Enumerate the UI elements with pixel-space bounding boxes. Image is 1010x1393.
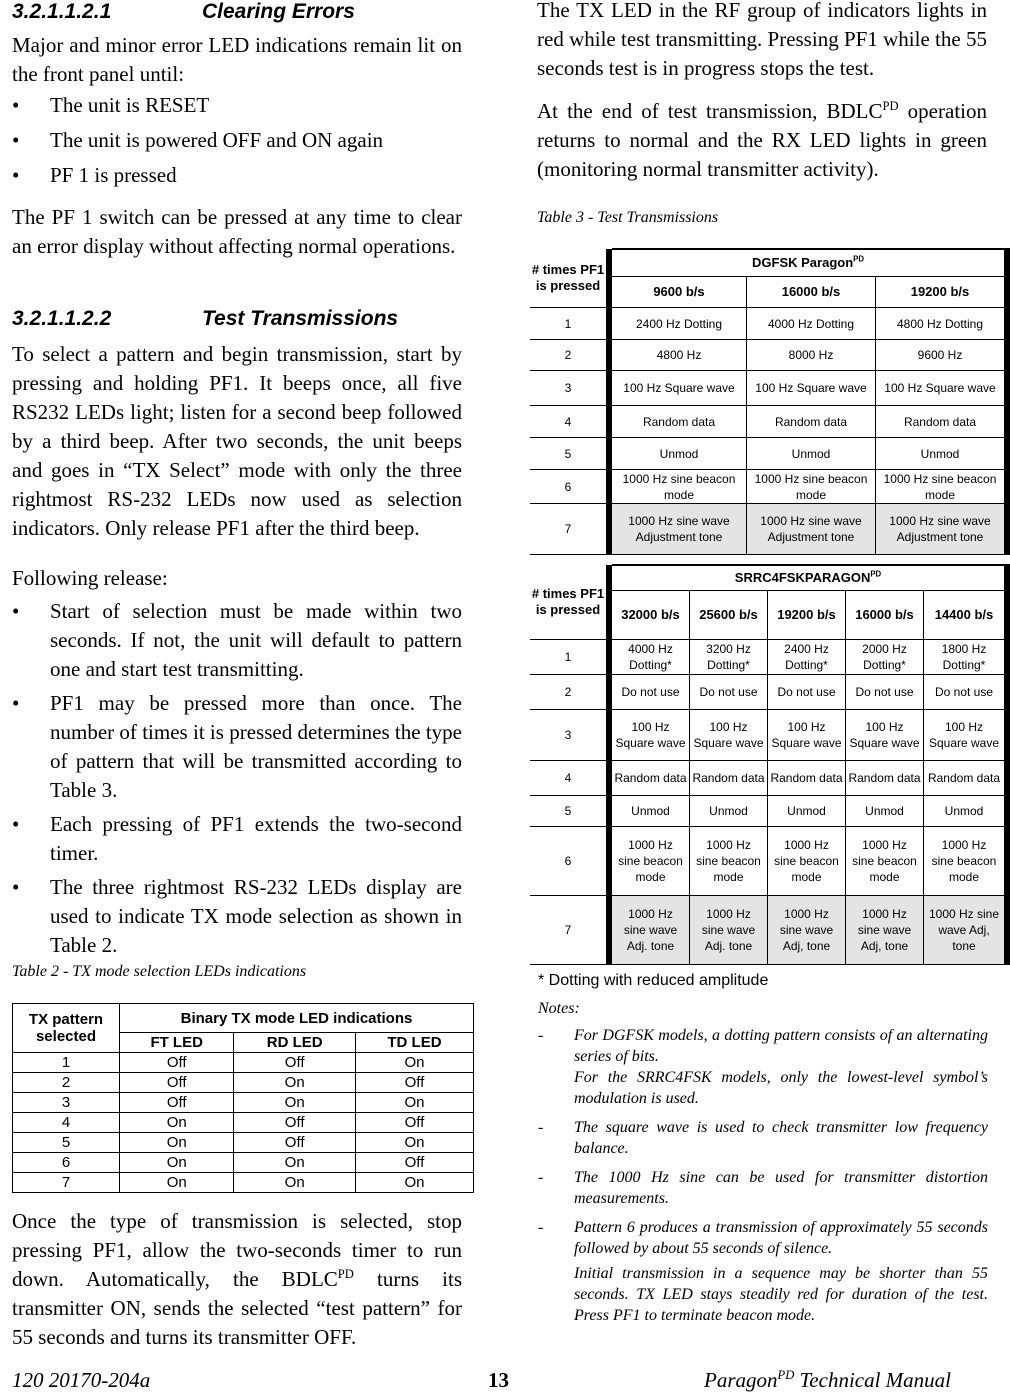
bullet-icon: • — [12, 875, 20, 899]
table-row: 5 Unmod Unmod Unmod — [530, 438, 1007, 470]
table-row: 4 On Off Off — [13, 1113, 474, 1133]
table-header: DGFSK Paragon$^{PD}$ — [612, 249, 1007, 277]
bullet-icon: • — [12, 163, 20, 187]
list-item: • The unit is RESET — [12, 91, 462, 126]
table-row: 1 Off Off On — [13, 1053, 474, 1073]
bullet-list-release — [12, 597, 462, 960]
table-3-srrc4fsk — [530, 564, 1010, 965]
list-item: • Each pressing of PF1 extends the two-second timer. — [12, 810, 462, 868]
table-row: 7 1000 Hz sine wave Adjustment tone 1000 Hz sine wave Adjustment tone 1000 Hz sine wave Adjustment tone — [530, 504, 1007, 555]
section-number: 3.2.1.1.2.1 — [12, 0, 112, 23]
table-row: 3 100 Hz Square wave 100 Hz Square wave 100 Hz Square wave — [530, 371, 1007, 406]
paragraph: Once the type of transmission is selected, stop pressing PF1, allow the two-seconds timer to run down. Automatically, the $BDLC^{PD}$ turns its transmitter ON, sends the selected “test pattern” for 55 seconds and turns its transmitter OFF. — [12, 1209, 462, 1349]
table-header: 32000 b/s — [612, 591, 690, 640]
table-header: 19200 b/s — [768, 591, 846, 640]
table-header: $SRRC4FSKPARAGON^{PD}$ — [612, 565, 1007, 591]
table-header: TD LED — [355, 1033, 473, 1053]
page-number: 13 — [488, 1368, 509, 1392]
table-row: 5 On Off On — [13, 1133, 474, 1153]
table-row: 7 1000 Hz sine wave Adj. tone 1000 Hz sine wave Adj. tone 1000 Hz sine wave Adj, tone 1000 Hz sine wave Adj, tone 1000 Hz sine wave Adj, tone — [530, 896, 1007, 965]
notes-section — [538, 1000, 988, 1326]
table-row: 1 2400 Hz Dotting 4000 Hz Dotting 4800 Hz Dotting — [530, 308, 1007, 340]
table-footnote: * Dotting with reduced amplitude — [538, 972, 769, 989]
paragraph: Major and minor error LED indications remain lit on the front panel until: — [12, 33, 462, 86]
section-title: Clearing Errors — [202, 0, 355, 23]
table-row: 7 On On On — [13, 1173, 474, 1193]
table-header: 16000 b/s — [846, 591, 924, 640]
paragraph: Following release: — [12, 566, 168, 590]
table-row: 5 Unmod Unmod Unmod Unmod Unmod — [530, 796, 1007, 827]
list-item: • Start of selection must be made within two seconds. If not, the unit will default to pattern one and start test transmitting. — [12, 597, 462, 684]
table-row: 6 1000 Hz sine beacon mode 1000 Hz sine beacon mode 1000 Hz sine beacon mode 1000 Hz sine beacon mode 1000 Hz sine beacon mode — [530, 827, 1007, 896]
table-header: 25600 b/s — [690, 591, 768, 640]
paragraph: The PF 1 switch can be pressed at any time to clear an error display without affecting normal operations. — [12, 205, 462, 258]
table-row: 4 Random data Random data Random data — [530, 406, 1007, 438]
table-row: 3 Off On On — [13, 1093, 474, 1113]
bullet-icon: • — [12, 691, 20, 715]
bullet-icon: • — [12, 93, 20, 117]
table-header: 16000 b/s — [747, 277, 876, 308]
table-header: 9600 b/s — [612, 277, 747, 308]
table-header: RD LED — [234, 1033, 356, 1053]
table-header: TX pattern selected — [13, 1004, 120, 1053]
table-row: 2 Off On Off — [13, 1073, 474, 1093]
paragraph: To select a pattern and begin transmission, start by pressing and holding PF1. It beeps once, all five RS232 LEDs light; listen for a second beep followed by a third beep. After two seconds, the unit beeps and goes in “TX Select” mode with only the three rightmost RS-232 LEDs now used as selection indicators. Only release PF1 after the third beep. — [12, 342, 462, 540]
note-item: - For DGFSK models, a dotting pattern consists of an alternating series of bits. For the SRRC4FSK models, only the lowest-level symbol’s modulation is used. — [538, 1027, 988, 1107]
table-row: 1 4000 Hz Dotting* 3200 Hz Dotting* 2400 Hz Dotting* 2000 Hz Dotting* 1800 Hz Dotting* — [530, 640, 1007, 675]
list-item: • PF 1 is pressed — [12, 161, 462, 196]
table-row: 2 Do not use Do not use Do not use Do not use Do not use — [530, 675, 1007, 710]
table-header: # times PF1 is pressed — [530, 565, 606, 640]
table-header: 14400 b/s — [924, 591, 1008, 640]
notes-label: Notes: — [538, 1000, 580, 1017]
section-heading-clearing-errors — [12, 0, 355, 24]
bullet-icon: • — [12, 812, 20, 836]
note-item: - The 1000 Hz sine can be used for transmitter distortion measurements. — [538, 1169, 988, 1207]
list-item: • The unit is powered OFF and ON again — [12, 126, 462, 161]
table-2-caption: Table 2 - TX mode selection LEDs indications — [12, 963, 307, 980]
table-row: 6 1000 Hz sine beacon mode 1000 Hz sine beacon mode 1000 Hz sine beacon mode — [530, 470, 1007, 504]
table-3-dgfsk — [530, 248, 1010, 555]
table-row: 4 Random data Random data Random data Random data Random data — [530, 761, 1007, 796]
table-row: 2 4800 Hz 8000 Hz 9600 Hz — [530, 340, 1007, 371]
table-header: 19200 b/s — [876, 277, 1008, 308]
bullet-icon: • — [12, 128, 20, 152]
note-item: - Pattern 6 produces a transmission of approximately 55 seconds followed by about 55 seconds of silence. Initial transmission in a sequence may be shorter than 55 seconds. TX LED stays steadily red for duration of the test. Press PF1 to terminate beacon mode. — [538, 1219, 988, 1324]
paragraph: At the end of test transmission, $BDLC^{PD}$ operation returns to normal and the RX LED lights in green (monitoring normal transmitter activity). — [537, 99, 987, 181]
bullet-icon: • — [12, 599, 20, 623]
table-3-caption: Table 3 - Test Transmissions — [537, 209, 719, 226]
paragraph: The TX LED in the RF group of indicators lights in red while test transmitting. Pressing PF1 while the 55 seconds test is in progress stops the test. — [537, 0, 987, 80]
footer-doc-number: 120 20170-204a — [12, 1368, 151, 1392]
section-number: 3.2.1.1.2.2 — [12, 307, 112, 330]
list-item: • PF1 may be pressed more than once. The number of times it is pressed determines the type of pattern that will be transmitted according to Table 3. — [12, 689, 462, 805]
note-item: - The square wave is used to check transmitter low frequency balance. — [538, 1119, 988, 1157]
table-2-tx-mode-leds — [12, 1003, 474, 1193]
table-row: 6 On On Off — [13, 1153, 474, 1173]
table-row: 3 100 Hz Square wave 100 Hz Square wave 100 Hz Square wave 100 Hz Square wave 100 Hz Square wave — [530, 710, 1007, 761]
bullet-list-errors — [12, 91, 462, 196]
table-header: Binary TX mode LED indications — [120, 1004, 474, 1033]
table-header: # times PF1 is pressed — [530, 249, 606, 308]
footer-manual-title: Paragon$^{PD}$ Technical Manual — [704, 1368, 952, 1392]
list-item: • The three rightmost RS-232 LEDs display are used to indicate TX mode selection as shown in Table 2. — [12, 873, 462, 960]
table-header: FT LED — [120, 1033, 234, 1053]
section-heading-test-transmissions — [12, 307, 398, 331]
section-title: Test Transmissions — [202, 307, 399, 330]
